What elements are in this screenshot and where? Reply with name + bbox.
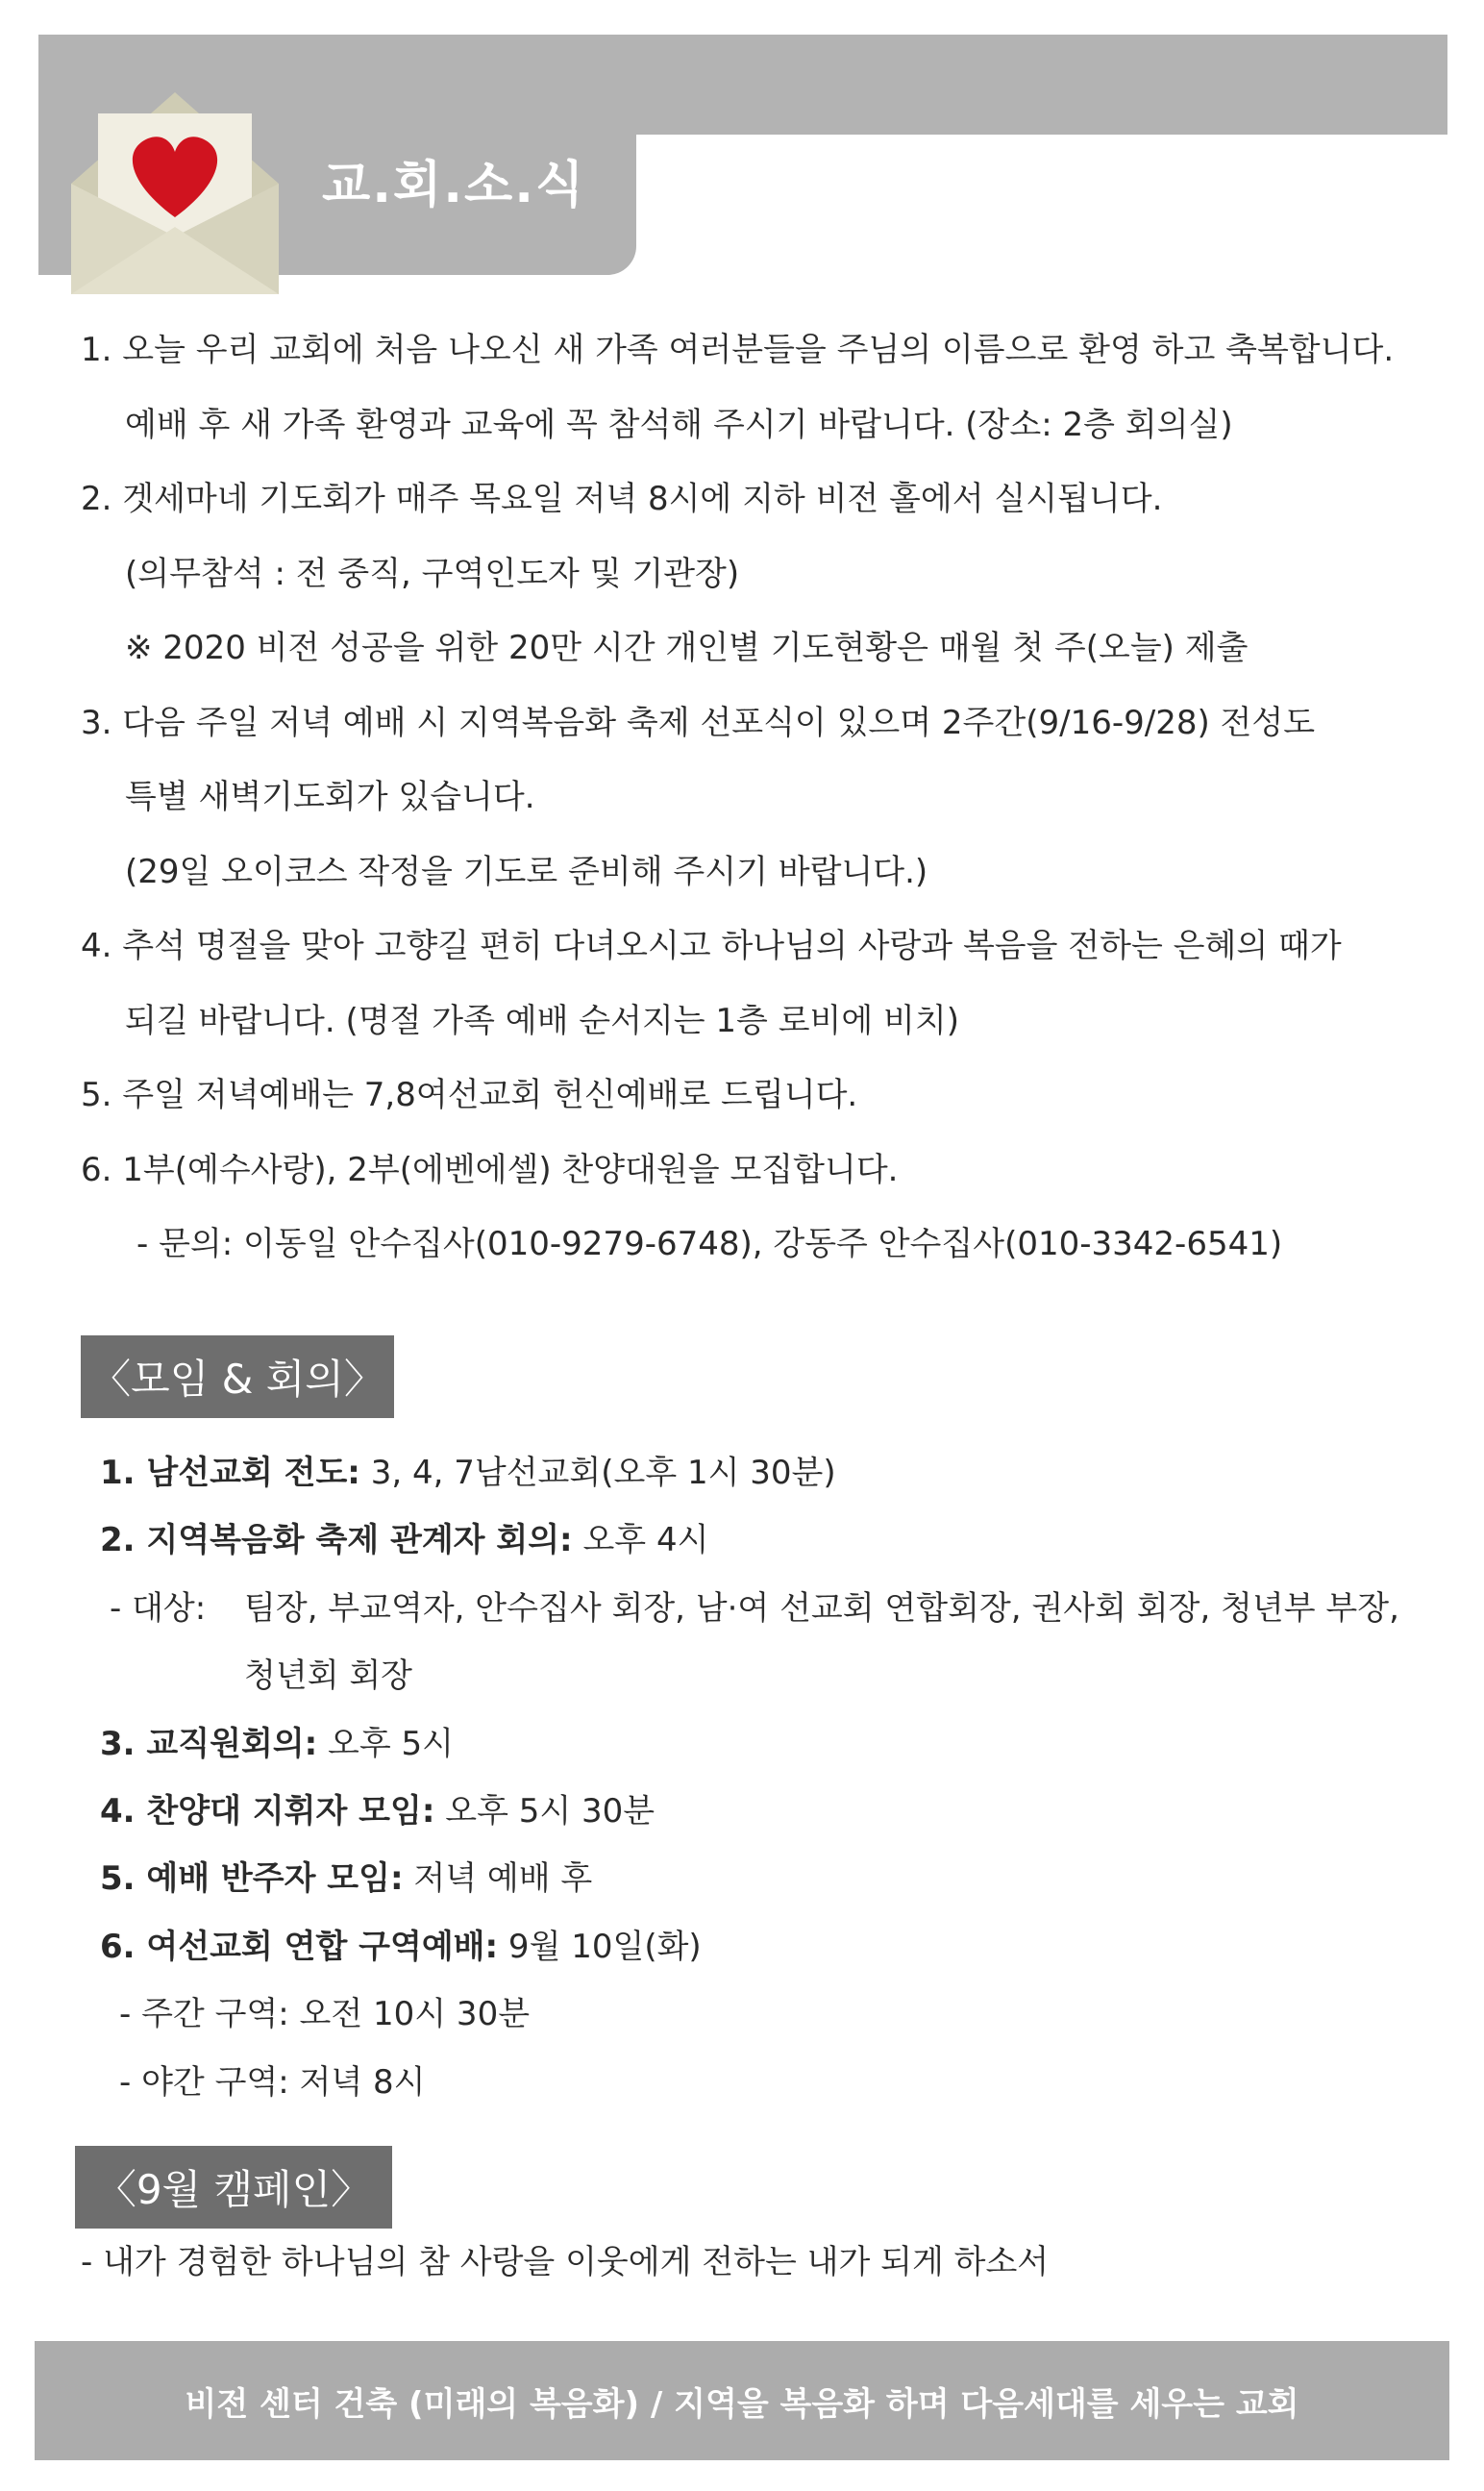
news-item: 3. 다음 주일 저녁 예배 시 지역복음화 축제 선포식이 있으며 2주간(9/16-9/28) 전성도: [81, 703, 1316, 742]
page-title: 교.회.소.식: [322, 157, 586, 214]
news-item: - 문의: 이동일 안수집사(010-9279-6748), 강동주 안수집사(010-3342-6541): [136, 1225, 1283, 1263]
footer-banner: [35, 2341, 1449, 2460]
meeting-subitem: - 주간 구역: 오전 10시 30분: [119, 1995, 531, 2034]
meeting-item: [100, 1845, 1446, 1912]
footer-text: 비전 센터 건축 (미래의 복음화) / 지역을 복음화 하며 다음세대를 세우는 교회: [185, 2384, 1299, 2424]
meeting-item: [100, 1507, 1446, 1574]
meeting-value: 오후 5시 30분: [434, 1792, 655, 1831]
meeting-subitem: - 야간 구역: 저녁 8시: [119, 2062, 426, 2102]
meeting-item: [100, 1913, 1446, 1980]
meeting-value: 오후 5시: [317, 1724, 455, 1763]
meeting-value: 9월 10일(화): [498, 1927, 702, 1966]
envelope-heart-icon: [71, 92, 279, 294]
meeting-item: [100, 1439, 1446, 1507]
meeting-item: [100, 1710, 1446, 1778]
news-item: 2. 겟세마네 기도회가 매주 목요일 저녁 8시에 지하 비전 홀에서 실시됩니다.: [81, 480, 1163, 518]
meetings-header: 〈모임 & 회의〉: [81, 1335, 394, 1418]
meeting-label: 5. 예배 반주자 모임:: [100, 1859, 404, 1899]
news-item: (의무참석 : 전 중직, 구역인도자 및 기관장): [125, 554, 740, 593]
campaign-text: - 내가 경험한 하나님의 참 사랑을 이웃에게 전하는 내가 되게 하소서: [81, 2243, 1050, 2281]
news-item: 예배 후 새 가족 환영과 교육에 꼭 참석해 주시기 바랍니다. (장소: 2층 회의실): [125, 405, 1233, 444]
news-item: 되길 바랍니다. (명절 가족 예배 순서지는 1층 로비에 비치): [125, 1001, 959, 1040]
meeting-label: 2. 지역복음화 축제 관계자 회의:: [100, 1521, 573, 1560]
campaign-header: 〈9월 캠페인〉: [75, 2146, 392, 2229]
news-item: 4. 추석 명절을 맞아 고향길 편히 다녀오시고 하나님의 사랑과 복음을 전하는 은혜의 때가: [81, 927, 1342, 965]
meeting-label: 3. 교직원회의:: [100, 1724, 318, 1763]
news-item: ※ 2020 비전 성공을 위한 20만 시간 개인별 기도현황은 매월 첫 주(오늘) 제출: [125, 629, 1249, 667]
news-item: 6. 1부(예수사랑), 2부(에벤에셀) 찬양대원을 모집합니다.: [81, 1150, 899, 1189]
meeting-target: [100, 1575, 1446, 1710]
target-label: - 대상:: [110, 1588, 207, 1628]
meeting-value: 저녁 예배 후: [403, 1859, 593, 1899]
meeting-label: 4. 찬양대 지휘자 모임:: [100, 1792, 435, 1831]
news-item: (29일 오이코스 작정을 기도로 준비해 주시기 바랍니다.): [125, 852, 928, 891]
meeting-label: 1. 남선교회 전도:: [100, 1454, 360, 1492]
meeting-value: 3, 4, 7남선교회(오후 1시 30분): [359, 1454, 836, 1492]
meeting-value: 오후 4시: [572, 1521, 709, 1560]
meeting-item: [100, 1778, 1446, 1845]
news-item: 특별 새벽기도회가 있습니다.: [125, 778, 535, 816]
news-list: [81, 313, 1426, 1283]
meetings-list: [100, 1439, 1446, 2116]
news-item: 5. 주일 저녁예배는 7,8여선교회 헌신예배로 드립니다.: [81, 1076, 858, 1114]
target-text: 팀장, 부교역자, 안수집사 회장, 남·여 선교회 연합회장, 권사회 회장, 청년부 부장, 청년회 회장: [244, 1588, 1399, 1696]
meeting-label: 6. 여선교회 연합 구역예배:: [100, 1927, 499, 1966]
news-item: 1. 오늘 우리 교회에 처음 나오신 새 가족 여러분들을 주님의 이름으로 환영 하고 축복합니다.: [81, 331, 1395, 369]
